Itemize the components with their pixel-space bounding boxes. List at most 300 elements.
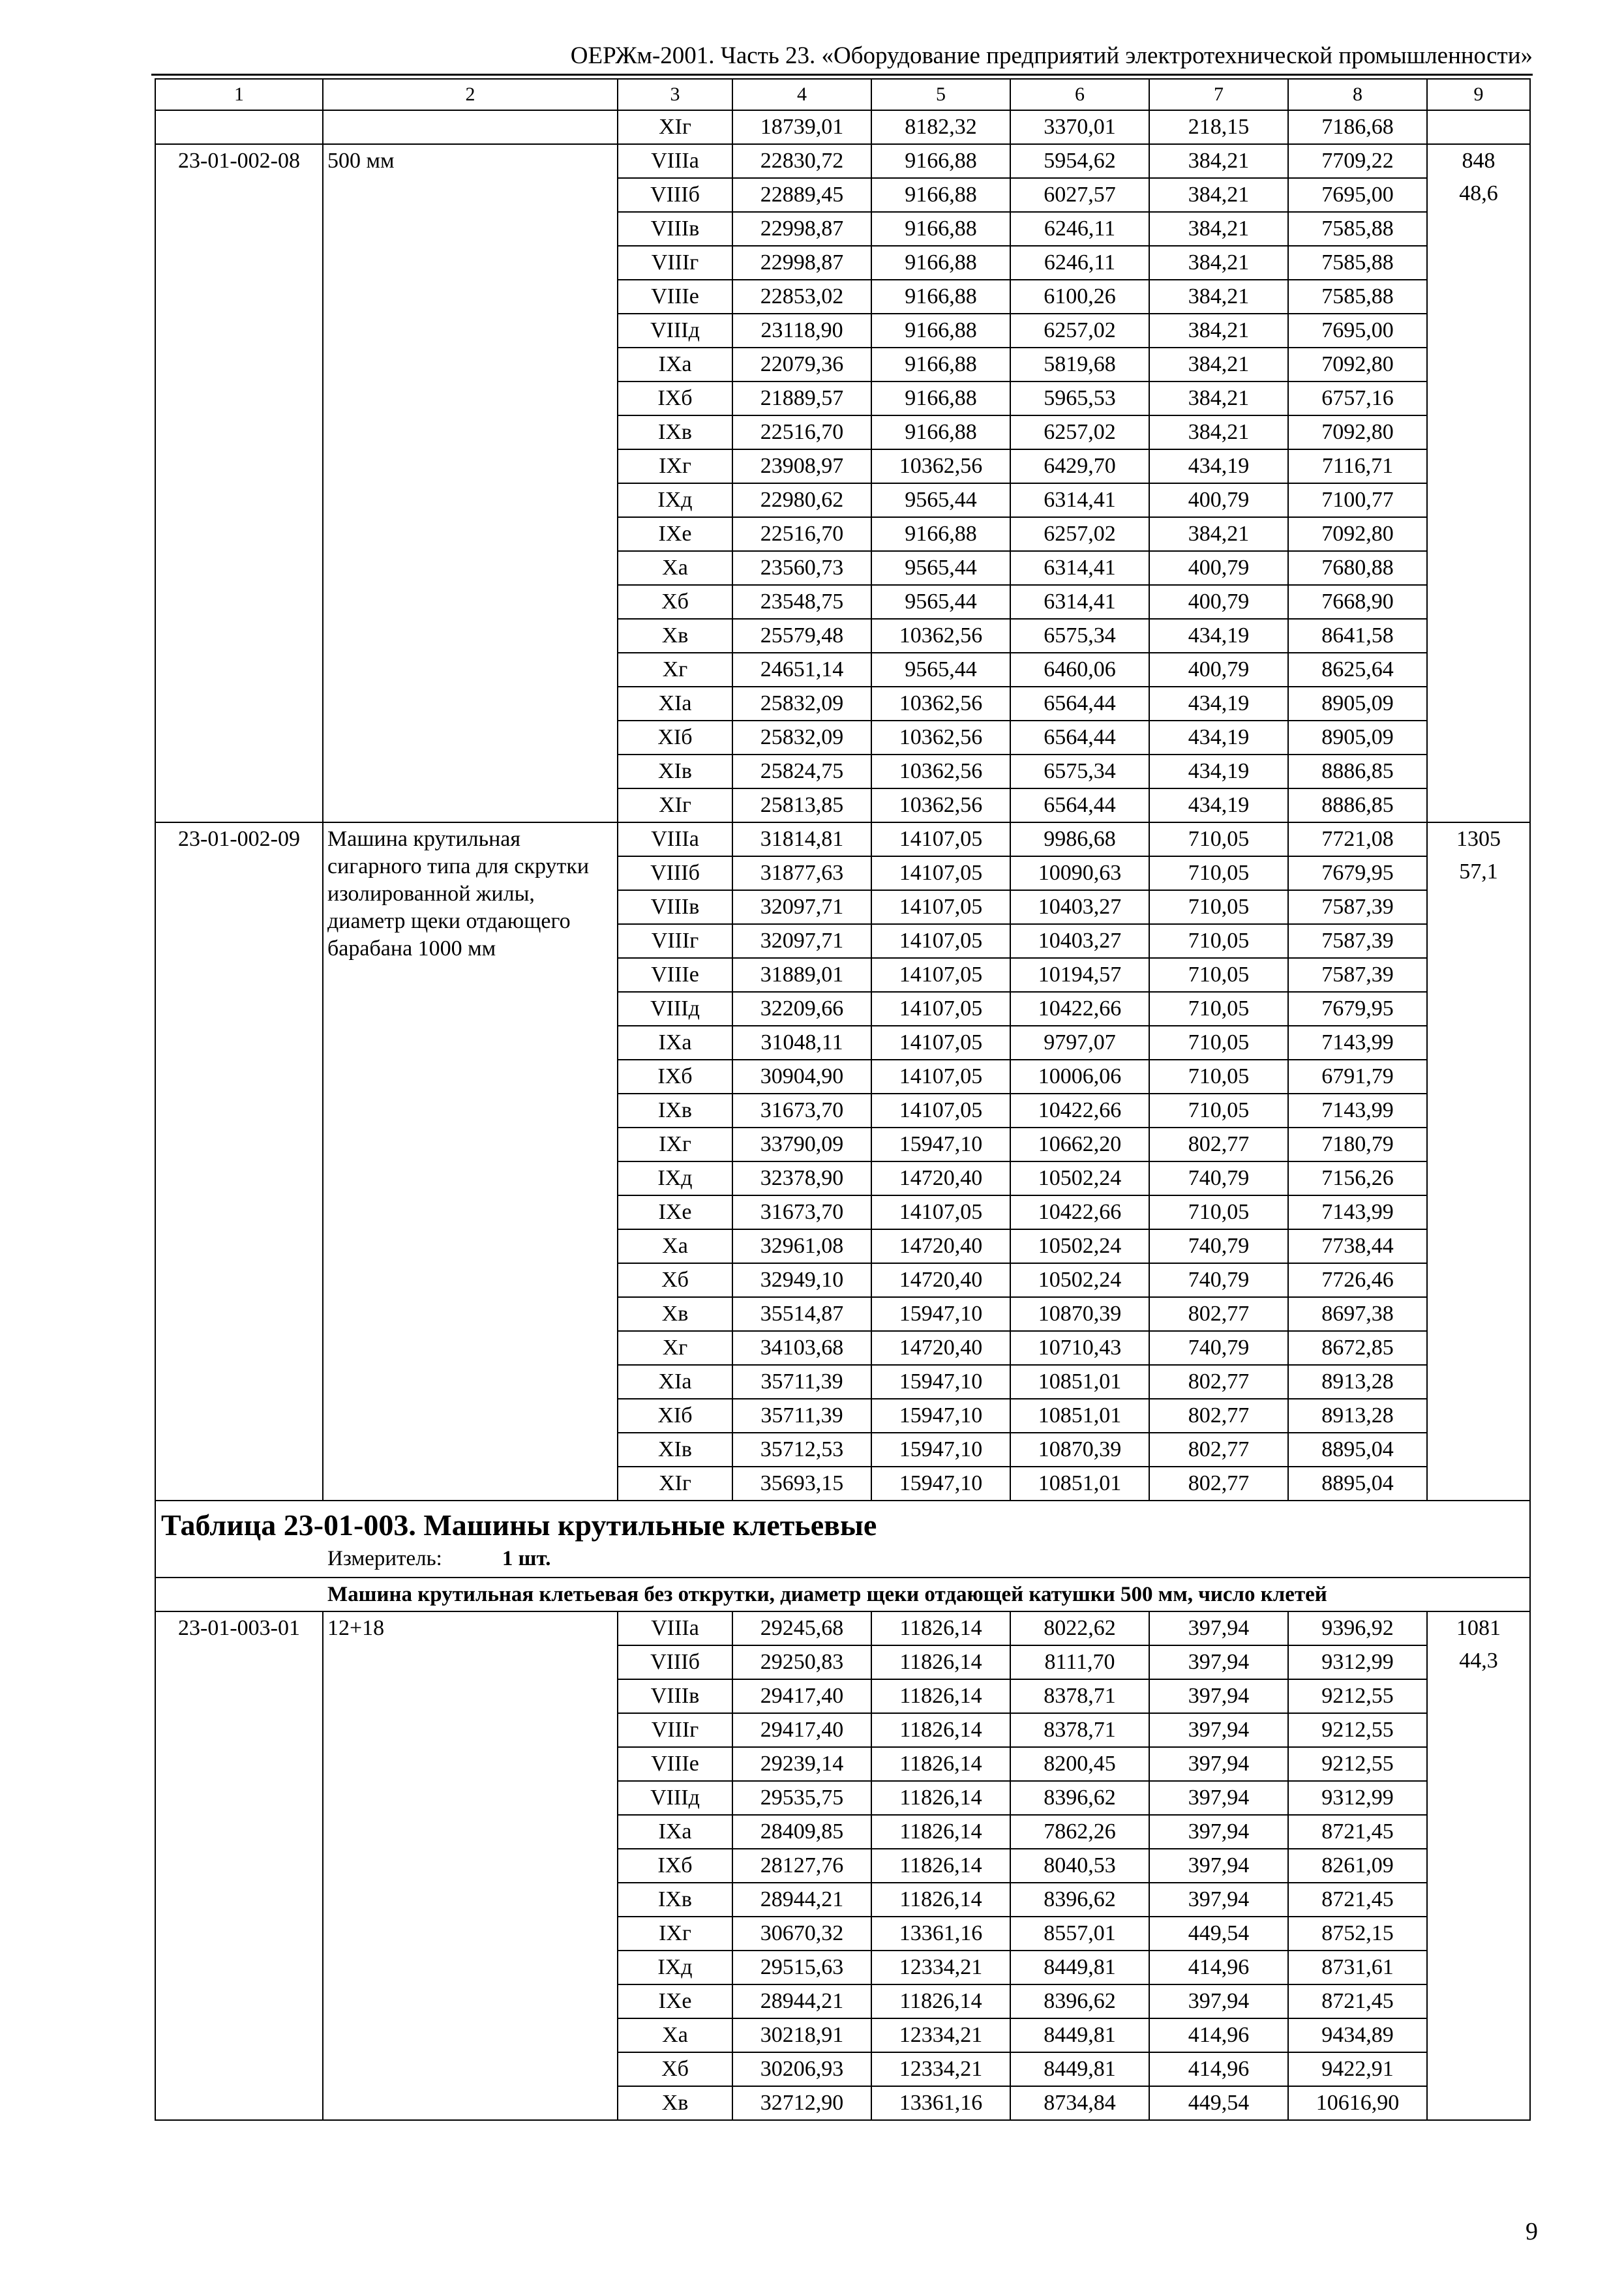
value-cell: 32209,66 [732, 992, 871, 1026]
value-cell: 802,77 [1149, 1399, 1288, 1433]
value-cell: 384,21 [1149, 382, 1288, 415]
value-cell: 8449,81 [1010, 1951, 1149, 1984]
table-title-cell [155, 1501, 1530, 1578]
value-cell: 15947,10 [871, 1433, 1010, 1467]
value-cell: 8913,28 [1288, 1365, 1427, 1399]
value-cell: 710,05 [1149, 1195, 1288, 1229]
zone-cell: IXд [618, 483, 732, 517]
table-body-part2 [155, 1611, 1530, 2120]
value-cell: 9434,89 [1288, 2018, 1427, 2052]
value-cell: 8672,85 [1288, 1331, 1427, 1365]
value-cell: 7695,00 [1288, 178, 1427, 212]
value-cell: 802,77 [1149, 1467, 1288, 1501]
value-cell: 218,15 [1149, 110, 1288, 144]
value-cell: 710,05 [1149, 890, 1288, 924]
value-cell: 7143,99 [1288, 1094, 1427, 1128]
value-cell: 23548,75 [732, 585, 871, 619]
value-cell: 6314,41 [1010, 551, 1149, 585]
value-cell: 25832,09 [732, 687, 871, 721]
value-cell: 10362,56 [871, 721, 1010, 755]
value-cell: 9312,99 [1288, 1645, 1427, 1679]
value-cell: 29239,14 [732, 1747, 871, 1781]
value-cell: 14107,05 [871, 1094, 1010, 1128]
value-cell: 10851,01 [1010, 1467, 1149, 1501]
value-cell: 22516,70 [732, 415, 871, 449]
value-cell: 6429,70 [1010, 449, 1149, 483]
value-cell: 7709,22 [1288, 144, 1427, 178]
value-cell: 8200,45 [1010, 1747, 1149, 1781]
zone-cell: IXб [618, 1849, 732, 1883]
value-cell: 8378,71 [1010, 1713, 1149, 1747]
value-cell: 22079,36 [732, 348, 871, 382]
zone-cell: VIIIг [618, 1713, 732, 1747]
table-row [155, 110, 1530, 144]
zone-cell: XIг [618, 1467, 732, 1501]
value-cell: 384,21 [1149, 246, 1288, 280]
zone-cell: Xб [618, 585, 732, 619]
value-cell: 15947,10 [871, 1365, 1010, 1399]
value-cell: 6027,57 [1010, 178, 1149, 212]
value-cell: 7585,88 [1288, 212, 1427, 246]
zone-cell: VIIIе [618, 958, 732, 992]
value-cell: 740,79 [1149, 1229, 1288, 1263]
value-cell: 7695,00 [1288, 314, 1427, 348]
value-cell: 7680,88 [1288, 551, 1427, 585]
zone-cell: IXд [618, 1951, 732, 1984]
value-cell: 7862,26 [1010, 1815, 1149, 1849]
value-cell: 32097,71 [732, 890, 871, 924]
page-header-title: ОЕРЖм-2001. Часть 23. «Оборудование предприятий электротехнической промышленности» [570, 42, 1533, 69]
column-9-values [1427, 144, 1530, 822]
value-cell: 23908,97 [732, 449, 871, 483]
value-cell: 29245,68 [732, 1611, 871, 1645]
value-cell: 6791,79 [1288, 1060, 1427, 1094]
zone-cell: VIIIв [618, 212, 732, 246]
value-cell: 24651,14 [732, 653, 871, 687]
value-cell: 35693,15 [732, 1467, 871, 1501]
value-cell: 32097,71 [732, 924, 871, 958]
column-numbers-row [155, 79, 1530, 110]
value-cell: 35712,53 [732, 1433, 871, 1467]
value-cell: 29250,83 [732, 1645, 871, 1679]
value-cell: 10403,27 [1010, 890, 1149, 924]
measure-label: Измеритель: [327, 1547, 442, 1570]
value-cell: 10710,43 [1010, 1331, 1149, 1365]
value-cell: 434,19 [1149, 687, 1288, 721]
value-cell: 397,94 [1149, 1849, 1288, 1883]
value-cell: 5965,53 [1010, 382, 1149, 415]
column-number: 5 [871, 79, 1010, 110]
value-cell: 6257,02 [1010, 415, 1149, 449]
zone-cell: IXв [618, 1094, 732, 1128]
value-cell: 10362,56 [871, 687, 1010, 721]
value-cell: 8111,70 [1010, 1645, 1149, 1679]
value-cell: 9166,88 [871, 314, 1010, 348]
value-cell: 14720,40 [871, 1263, 1010, 1297]
zone-cell: Xа [618, 1229, 732, 1263]
value-cell: 8721,45 [1288, 1984, 1427, 2018]
value-cell: 8886,85 [1288, 755, 1427, 788]
column-9-value: 44,3 [1459, 1649, 1498, 1673]
column-9-value: 1081 [1456, 1616, 1501, 1640]
zone-cell: IXа [618, 348, 732, 382]
value-cell: 11826,14 [871, 1883, 1010, 1917]
value-cell: 11826,14 [871, 1984, 1010, 2018]
zone-cell: IXе [618, 1984, 732, 2018]
table-body-part1 [155, 79, 1530, 1501]
value-cell: 7156,26 [1288, 1161, 1427, 1195]
value-cell: 8557,01 [1010, 1917, 1149, 1951]
value-cell: 10362,56 [871, 619, 1010, 653]
value-cell: 25824,75 [732, 755, 871, 788]
value-cell: 434,19 [1149, 721, 1288, 755]
value-cell: 8895,04 [1288, 1467, 1427, 1501]
value-cell: 710,05 [1149, 822, 1288, 856]
column-number: 4 [732, 79, 871, 110]
rate-name [323, 110, 618, 144]
rate-code: 23-01-003-01 [155, 1611, 323, 2120]
value-cell: 397,94 [1149, 1679, 1288, 1713]
zone-cell: IXе [618, 1195, 732, 1229]
value-cell: 14107,05 [871, 1195, 1010, 1229]
zone-cell: Xа [618, 2018, 732, 2052]
value-cell: 10502,24 [1010, 1161, 1149, 1195]
value-cell: 8731,61 [1288, 1951, 1427, 1984]
value-cell: 28944,21 [732, 1984, 871, 2018]
value-cell: 6314,41 [1010, 585, 1149, 619]
value-cell: 14107,05 [871, 958, 1010, 992]
zone-cell: VIIIе [618, 1747, 732, 1781]
value-cell: 397,94 [1149, 1883, 1288, 1917]
measure-value: 1 шт. [502, 1547, 551, 1570]
value-cell: 8378,71 [1010, 1679, 1149, 1713]
column-number: 2 [323, 79, 618, 110]
zone-cell: XIг [618, 788, 732, 822]
value-cell: 10851,01 [1010, 1365, 1149, 1399]
value-cell: 8641,58 [1288, 619, 1427, 653]
value-cell: 6246,11 [1010, 212, 1149, 246]
value-cell: 384,21 [1149, 212, 1288, 246]
value-cell: 384,21 [1149, 415, 1288, 449]
value-cell: 9312,99 [1288, 1781, 1427, 1815]
column-number: 3 [618, 79, 732, 110]
value-cell: 8396,62 [1010, 1883, 1149, 1917]
value-cell: 6314,41 [1010, 483, 1149, 517]
value-cell: 23560,73 [732, 551, 871, 585]
value-cell: 740,79 [1149, 1263, 1288, 1297]
value-cell: 397,94 [1149, 1645, 1288, 1679]
zone-cell: VIIIа [618, 822, 732, 856]
value-cell: 10422,66 [1010, 1195, 1149, 1229]
zone-cell: VIIIб [618, 1645, 732, 1679]
zone-cell: IXе [618, 517, 732, 551]
value-cell: 23118,90 [732, 314, 871, 348]
value-cell: 14720,40 [871, 1161, 1010, 1195]
value-cell: 12334,21 [871, 1951, 1010, 1984]
value-cell: 32961,08 [732, 1229, 871, 1263]
value-cell: 6100,26 [1010, 280, 1149, 314]
value-cell: 397,94 [1149, 1815, 1288, 1849]
value-cell: 22980,62 [732, 483, 871, 517]
value-cell: 434,19 [1149, 755, 1288, 788]
value-cell: 9166,88 [871, 212, 1010, 246]
value-cell: 9166,88 [871, 144, 1010, 178]
value-cell: 400,79 [1149, 551, 1288, 585]
zone-cell: Xб [618, 2052, 732, 2086]
value-cell: 802,77 [1149, 1365, 1288, 1399]
value-cell: 22516,70 [732, 517, 871, 551]
rate-name: Машина крутильная сигарного типа для скрутки изолированной жилы, диаметр щеки отдающего барабана 1000 мм [323, 822, 618, 1501]
value-cell: 30670,32 [732, 1917, 871, 1951]
value-cell: 14107,05 [871, 856, 1010, 890]
zone-cell: Xв [618, 2086, 732, 2120]
value-cell: 400,79 [1149, 585, 1288, 619]
value-cell: 14107,05 [871, 1026, 1010, 1060]
value-cell: 10616,90 [1288, 2086, 1427, 2120]
value-cell: 9986,68 [1010, 822, 1149, 856]
zone-cell: XIб [618, 721, 732, 755]
value-cell: 9422,91 [1288, 2052, 1427, 2086]
zone-cell: XIб [618, 1399, 732, 1433]
value-cell: 8721,45 [1288, 1883, 1427, 1917]
column-9-values [1427, 110, 1530, 144]
value-cell: 8022,62 [1010, 1611, 1149, 1645]
table-row [155, 144, 1530, 178]
value-cell: 35711,39 [732, 1365, 871, 1399]
value-cell: 8697,38 [1288, 1297, 1427, 1331]
value-cell: 35711,39 [732, 1399, 871, 1433]
value-cell: 14107,05 [871, 924, 1010, 958]
value-cell: 397,94 [1149, 1984, 1288, 2018]
value-cell: 35514,87 [732, 1297, 871, 1331]
value-cell: 25832,09 [732, 721, 871, 755]
value-cell: 10422,66 [1010, 1094, 1149, 1128]
value-cell: 7738,44 [1288, 1229, 1427, 1263]
value-cell: 400,79 [1149, 483, 1288, 517]
value-cell: 8449,81 [1010, 2018, 1149, 2052]
value-cell: 9166,88 [871, 415, 1010, 449]
value-cell: 29417,40 [732, 1713, 871, 1747]
value-cell: 8913,28 [1288, 1399, 1427, 1433]
value-cell: 31673,70 [732, 1094, 871, 1128]
column-9-value: 57,1 [1459, 860, 1498, 884]
value-cell: 7585,88 [1288, 280, 1427, 314]
value-cell: 8396,62 [1010, 1781, 1149, 1815]
zone-cell: IXг [618, 1917, 732, 1951]
value-cell: 32712,90 [732, 2086, 871, 2120]
column-number: 9 [1427, 79, 1530, 110]
value-cell: 31673,70 [732, 1195, 871, 1229]
value-cell: 8905,09 [1288, 721, 1427, 755]
subheading-row [155, 1578, 1530, 1611]
value-cell: 7587,39 [1288, 958, 1427, 992]
column-number: 7 [1149, 79, 1288, 110]
zone-cell: Xг [618, 653, 732, 687]
value-cell: 8905,09 [1288, 687, 1427, 721]
zone-cell: IXв [618, 1883, 732, 1917]
value-cell: 22830,72 [732, 144, 871, 178]
value-cell: 434,19 [1149, 449, 1288, 483]
value-cell: 13361,16 [871, 2086, 1010, 2120]
value-cell: 7143,99 [1288, 1195, 1427, 1229]
value-cell: 7721,08 [1288, 822, 1427, 856]
value-cell: 414,96 [1149, 2018, 1288, 2052]
value-cell: 10403,27 [1010, 924, 1149, 958]
value-cell: 7100,77 [1288, 483, 1427, 517]
value-cell: 10006,06 [1010, 1060, 1149, 1094]
value-cell: 802,77 [1149, 1128, 1288, 1161]
value-cell: 31048,11 [732, 1026, 871, 1060]
value-cell: 8721,45 [1288, 1815, 1427, 1849]
value-cell: 9565,44 [871, 551, 1010, 585]
table-section-header [155, 1501, 1530, 1611]
zone-cell: Xа [618, 551, 732, 585]
value-cell: 8182,32 [871, 110, 1010, 144]
value-cell: 29535,75 [732, 1781, 871, 1815]
value-cell: 449,54 [1149, 2086, 1288, 2120]
zone-cell: VIIIв [618, 1679, 732, 1713]
value-cell: 14107,05 [871, 890, 1010, 924]
zone-cell: VIIIд [618, 314, 732, 348]
value-cell: 414,96 [1149, 2052, 1288, 2086]
table-title: Таблица 23-01-003. Машины крутильные клетьевые [161, 1508, 877, 1542]
column-number: 8 [1288, 79, 1427, 110]
value-cell: 8625,64 [1288, 653, 1427, 687]
value-cell: 32378,90 [732, 1161, 871, 1195]
value-cell: 7180,79 [1288, 1128, 1427, 1161]
table-title-row [155, 1501, 1530, 1578]
zone-cell: XIа [618, 1365, 732, 1399]
value-cell: 6757,16 [1288, 382, 1427, 415]
value-cell: 710,05 [1149, 958, 1288, 992]
rate-name: 500 мм [323, 144, 618, 822]
value-cell: 9565,44 [871, 585, 1010, 619]
value-cell: 22853,02 [732, 280, 871, 314]
value-cell: 15947,10 [871, 1399, 1010, 1433]
value-cell: 11826,14 [871, 1645, 1010, 1679]
value-cell: 10502,24 [1010, 1263, 1149, 1297]
zone-cell: IXб [618, 382, 732, 415]
value-cell: 8261,09 [1288, 1849, 1427, 1883]
value-cell: 710,05 [1149, 992, 1288, 1026]
zone-cell: VIIIб [618, 178, 732, 212]
value-cell: 10870,39 [1010, 1433, 1149, 1467]
value-cell: 14107,05 [871, 992, 1010, 1026]
value-cell: 9166,88 [871, 517, 1010, 551]
zone-cell: VIIIв [618, 890, 732, 924]
value-cell: 9565,44 [871, 653, 1010, 687]
value-cell: 11826,14 [871, 1849, 1010, 1883]
column-9-value: 848 [1462, 149, 1496, 173]
value-cell: 14720,40 [871, 1229, 1010, 1263]
column-9-value: 48,6 [1459, 181, 1498, 205]
value-cell: 28944,21 [732, 1883, 871, 1917]
zone-cell: VIIIд [618, 1781, 732, 1815]
zone-cell: IXд [618, 1161, 732, 1195]
zone-cell: XIг [618, 110, 732, 144]
value-cell: 7143,99 [1288, 1026, 1427, 1060]
rate-code: 23-01-002-09 [155, 822, 323, 1501]
subheading: Машина крутильная клетьевая без открутки, диаметр щеки отдающей катушки 500 мм, число клетей [155, 1578, 1530, 1611]
value-cell: 740,79 [1149, 1331, 1288, 1365]
rates-table [155, 78, 1531, 2121]
value-cell: 6564,44 [1010, 721, 1149, 755]
value-cell: 10662,20 [1010, 1128, 1149, 1161]
value-cell: 11826,14 [871, 1815, 1010, 1849]
value-cell: 15947,10 [871, 1128, 1010, 1161]
zone-cell: VIIIг [618, 246, 732, 280]
value-cell: 6575,34 [1010, 619, 1149, 653]
zone-cell: IXв [618, 415, 732, 449]
rate-code [155, 110, 323, 144]
value-cell: 22998,87 [732, 212, 871, 246]
rate-code: 23-01-002-08 [155, 144, 323, 822]
value-cell: 9212,55 [1288, 1679, 1427, 1713]
zone-cell: VIIIб [618, 856, 732, 890]
value-cell: 9166,88 [871, 246, 1010, 280]
value-cell: 802,77 [1149, 1433, 1288, 1467]
table-row [155, 822, 1530, 856]
zone-cell: VIIIа [618, 144, 732, 178]
value-cell: 28127,76 [732, 1849, 871, 1883]
value-cell: 30904,90 [732, 1060, 871, 1094]
value-cell: 9797,07 [1010, 1026, 1149, 1060]
zone-cell: XIа [618, 687, 732, 721]
value-cell: 9166,88 [871, 348, 1010, 382]
value-cell: 434,19 [1149, 619, 1288, 653]
value-cell: 740,79 [1149, 1161, 1288, 1195]
value-cell: 8734,84 [1010, 2086, 1149, 2120]
value-cell: 7587,39 [1288, 890, 1427, 924]
value-cell: 28409,85 [732, 1815, 871, 1849]
value-cell: 12334,21 [871, 2018, 1010, 2052]
value-cell: 10362,56 [871, 755, 1010, 788]
value-cell: 25813,85 [732, 788, 871, 822]
value-cell: 25579,48 [732, 619, 871, 653]
zone-cell: IXа [618, 1815, 732, 1849]
value-cell: 11826,14 [871, 1679, 1010, 1713]
value-cell: 384,21 [1149, 517, 1288, 551]
value-cell: 14107,05 [871, 822, 1010, 856]
zone-cell: VIIIг [618, 924, 732, 958]
value-cell: 7679,95 [1288, 856, 1427, 890]
zone-cell: IXг [618, 449, 732, 483]
value-cell: 15947,10 [871, 1297, 1010, 1331]
zone-cell: Xв [618, 1297, 732, 1331]
page-number: 9 [1526, 2218, 1538, 2245]
value-cell: 400,79 [1149, 653, 1288, 687]
value-cell: 710,05 [1149, 856, 1288, 890]
zone-cell: XIв [618, 1433, 732, 1467]
value-cell: 7668,90 [1288, 585, 1427, 619]
value-cell: 710,05 [1149, 924, 1288, 958]
value-cell: 8040,53 [1010, 1849, 1149, 1883]
zone-cell: VIIIд [618, 992, 732, 1026]
value-cell: 31814,81 [732, 822, 871, 856]
value-cell: 11826,14 [871, 1781, 1010, 1815]
value-cell: 13361,16 [871, 1917, 1010, 1951]
value-cell: 11826,14 [871, 1713, 1010, 1747]
value-cell: 9166,88 [871, 178, 1010, 212]
value-cell: 11826,14 [871, 1611, 1010, 1645]
value-cell: 9166,88 [871, 382, 1010, 415]
value-cell: 384,21 [1149, 144, 1288, 178]
value-cell: 34103,68 [732, 1331, 871, 1365]
value-cell: 384,21 [1149, 348, 1288, 382]
value-cell: 32949,10 [732, 1263, 871, 1297]
value-cell: 10502,24 [1010, 1229, 1149, 1263]
value-cell: 10870,39 [1010, 1297, 1149, 1331]
